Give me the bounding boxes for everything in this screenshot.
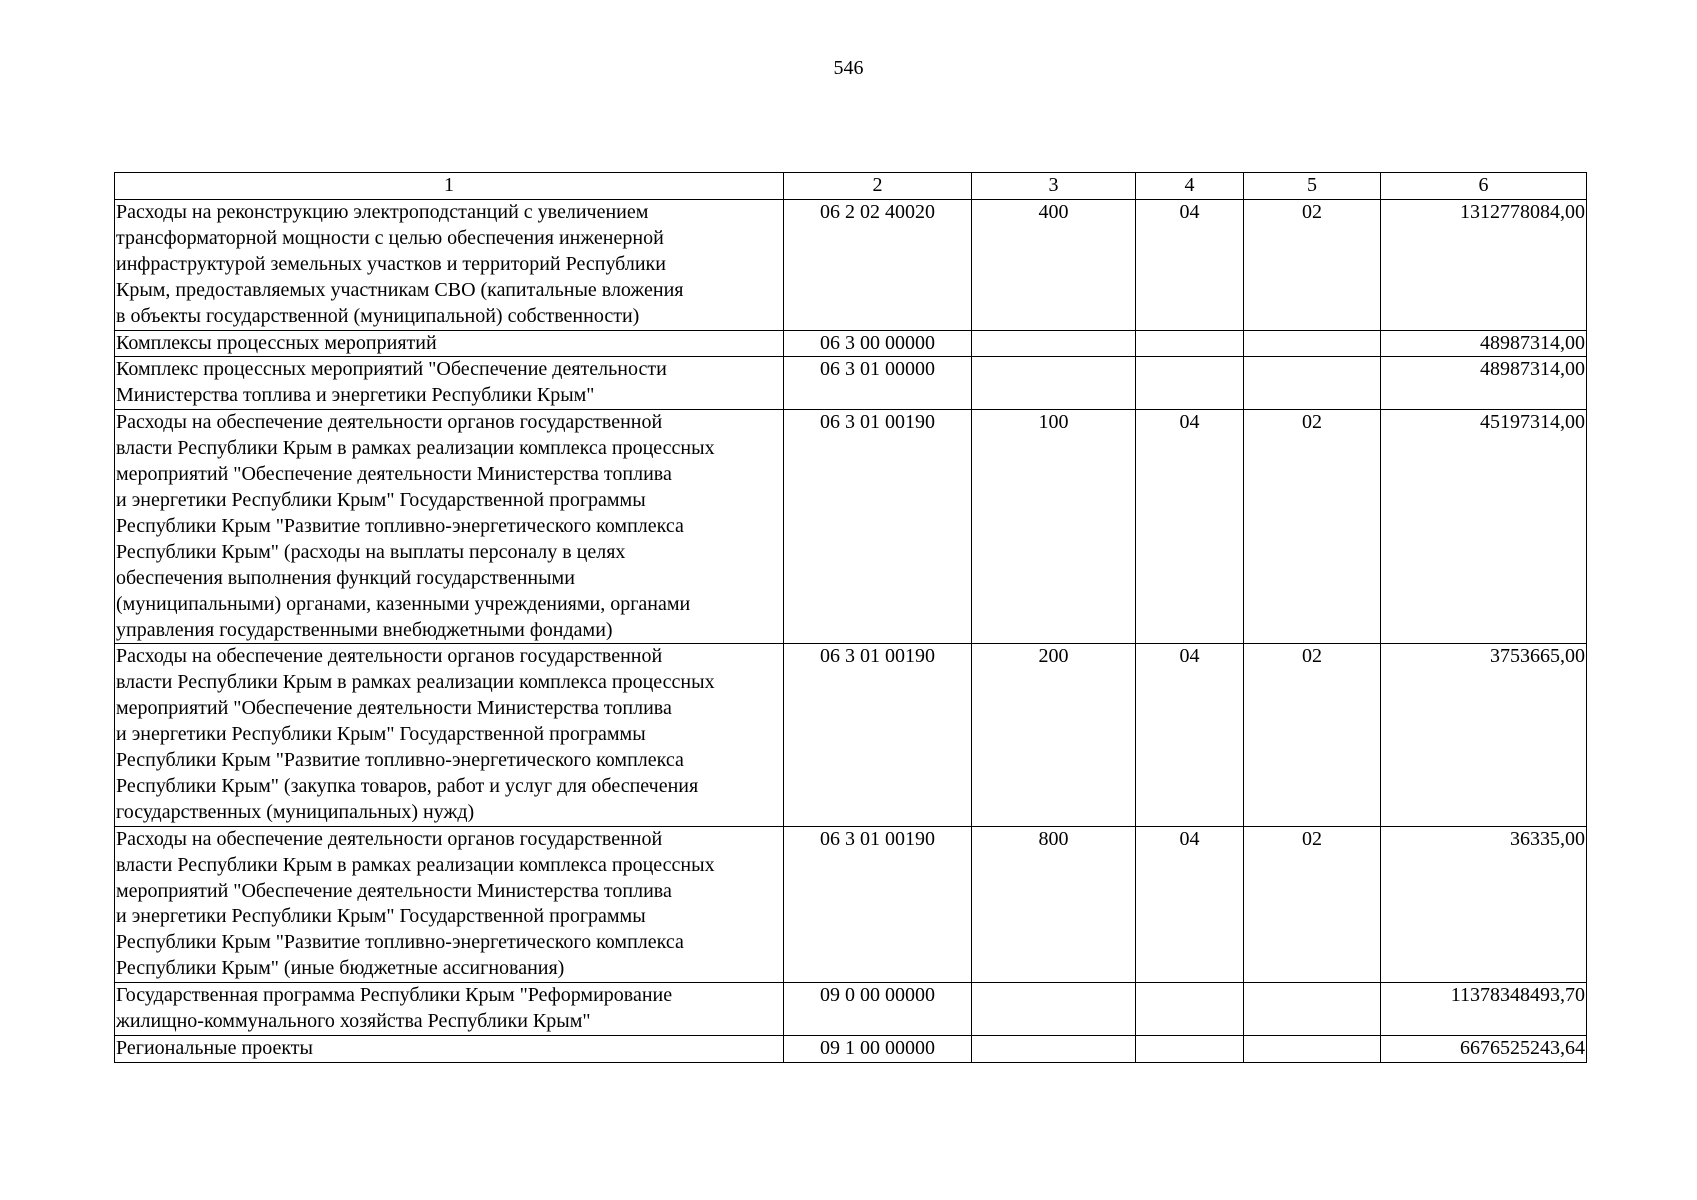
row-target-code: 09 1 00 00000 — [784, 1036, 972, 1063]
column-header-3: 3 — [972, 173, 1136, 200]
row-subsection: 02 — [1244, 410, 1381, 644]
row-expense-type: 100 — [972, 410, 1136, 644]
row-expense-type: 800 — [972, 826, 1136, 982]
table-row — [115, 200, 1587, 331]
row-description: Расходы на обеспечение деятельности органов государственной власти Республики Крым в рамках реализации комплекса процессных мероприятий "Обеспечение деятельности Министерства топлива и энергетики Республики Крым" Государственной программы Республики Крым "Развитие топливно-энергетического комплекса Республики Крым" (расходы на выплаты персоналу в целях обеспечения выполнения функций государственными (муниципальными) органами, казенными учреждениями, органами управления государственными внебюджетными фондами) — [115, 410, 784, 644]
row-expense-type — [972, 983, 1136, 1036]
column-header-4: 4 — [1136, 173, 1244, 200]
row-amount: 36335,00 — [1381, 826, 1587, 982]
table-row — [115, 826, 1587, 982]
row-description: Комплексы процессных мероприятий — [115, 330, 784, 357]
page-number: 546 — [833, 57, 864, 79]
table-row — [115, 330, 1587, 357]
column-header-6: 6 — [1381, 173, 1587, 200]
table-row — [115, 644, 1587, 826]
row-description: Региональные проекты — [115, 1036, 784, 1063]
column-header-1: 1 — [115, 173, 784, 200]
row-subsection — [1244, 330, 1381, 357]
table-row — [115, 983, 1587, 1036]
row-subsection: 02 — [1244, 826, 1381, 982]
row-description: Государственная программа Республики Крым "Реформирование жилищно-коммунального хозяйства Республики Крым" — [115, 983, 784, 1036]
row-amount: 48987314,00 — [1381, 330, 1587, 357]
row-description: Расходы на реконструкцию электроподстанций с увеличением трансформаторной мощности с целью обеспечения инженерной инфраструктурой земельных участков и территорий Республики Крым, предоставляемых участникам СВО (капитальные вложения в объекты государственной (муниципальной) собственности) — [115, 200, 784, 331]
row-section: 04 — [1136, 826, 1244, 982]
row-target-code: 06 3 01 00190 — [784, 644, 972, 826]
row-section — [1136, 357, 1244, 410]
row-expense-type — [972, 357, 1136, 410]
row-subsection — [1244, 983, 1381, 1036]
row-description: Расходы на обеспечение деятельности органов государственной власти Республики Крым в рамках реализации комплекса процессных мероприятий "Обеспечение деятельности Министерства топлива и энергетики Республики Крым" Государственной программы Республики Крым "Развитие топливно-энергетического комплекса Республики Крым" (иные бюджетные ассигнования) — [115, 826, 784, 982]
row-target-code: 09 0 00 00000 — [784, 983, 972, 1036]
row-target-code: 06 3 01 00000 — [784, 357, 972, 410]
table-row — [115, 357, 1587, 410]
row-amount: 1312778084,00 — [1381, 200, 1587, 331]
row-amount: 11378348493,70 — [1381, 983, 1587, 1036]
row-expense-type: 200 — [972, 644, 1136, 826]
row-description: Комплекс процессных мероприятий "Обеспечение деятельности Министерства топлива и энергетики Республики Крым" — [115, 357, 784, 410]
row-expense-type: 400 — [972, 200, 1136, 331]
budget-table — [114, 172, 1587, 1063]
row-amount: 45197314,00 — [1381, 410, 1587, 644]
row-description: Расходы на обеспечение деятельности органов государственной власти Республики Крым в рамках реализации комплекса процессных мероприятий "Обеспечение деятельности Министерства топлива и энергетики Республики Крым" Государственной программы Республики Крым "Развитие топливно-энергетического комплекса Республики Крым" (закупка товаров, работ и услуг для обеспечения государственных (муниципальных) нужд) — [115, 644, 784, 826]
table-row — [115, 410, 1587, 644]
row-section — [1136, 983, 1244, 1036]
row-expense-type — [972, 330, 1136, 357]
column-header-2: 2 — [784, 173, 972, 200]
row-subsection: 02 — [1244, 644, 1381, 826]
table-row — [115, 1036, 1587, 1063]
row-section: 04 — [1136, 410, 1244, 644]
row-target-code: 06 2 02 40020 — [784, 200, 972, 331]
row-subsection — [1244, 357, 1381, 410]
row-target-code: 06 3 01 00190 — [784, 410, 972, 644]
row-target-code: 06 3 01 00190 — [784, 826, 972, 982]
row-amount: 3753665,00 — [1381, 644, 1587, 826]
row-subsection: 02 — [1244, 200, 1381, 331]
row-section: 04 — [1136, 200, 1244, 331]
row-expense-type — [972, 1036, 1136, 1063]
row-section — [1136, 1036, 1244, 1063]
row-amount: 6676525243,64 — [1381, 1036, 1587, 1063]
row-target-code: 06 3 00 00000 — [784, 330, 972, 357]
row-amount: 48987314,00 — [1381, 357, 1587, 410]
row-section — [1136, 330, 1244, 357]
row-subsection — [1244, 1036, 1381, 1063]
table-header-row — [115, 173, 1587, 200]
row-section: 04 — [1136, 644, 1244, 826]
column-header-5: 5 — [1244, 173, 1381, 200]
